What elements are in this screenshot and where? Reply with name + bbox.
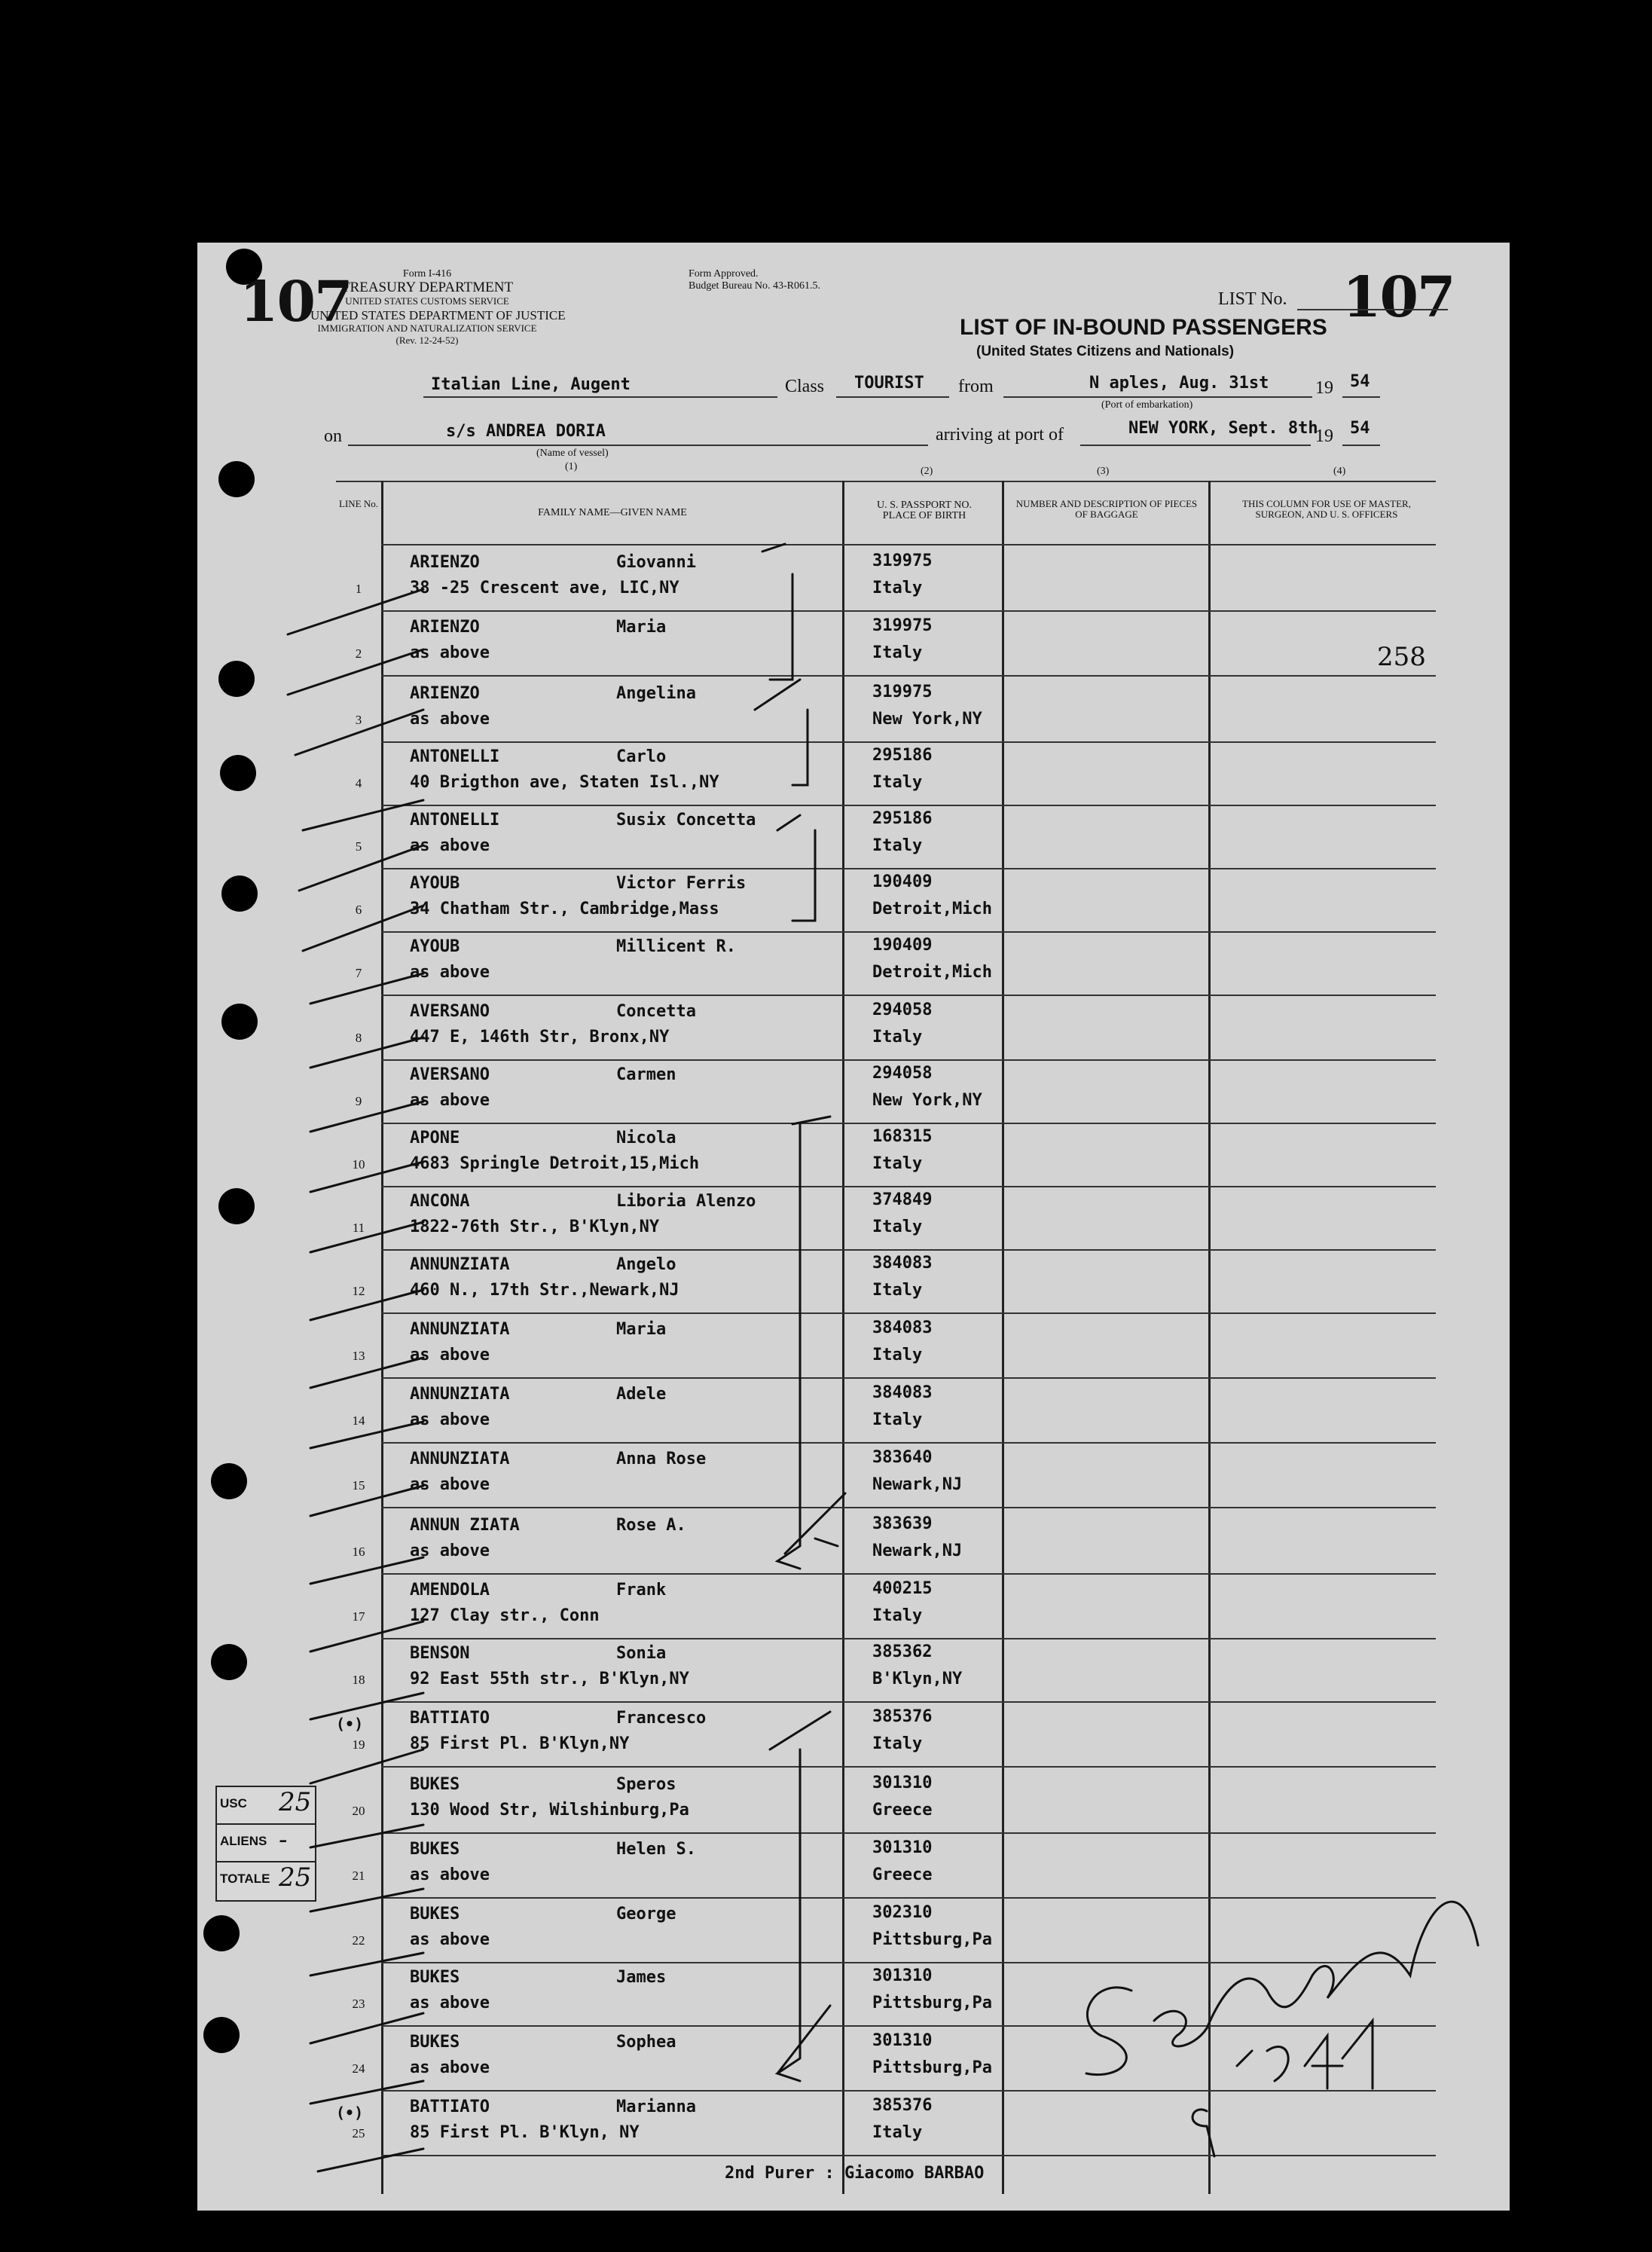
place-of-birth: Italy <box>872 1734 923 1753</box>
header-officers: THIS COLUMN FOR USE OF MASTER, SURGEON, AND U. S. OFFICERS <box>1242 498 1411 520</box>
passport-number: 190409 <box>872 872 933 891</box>
family-name: BUKES <box>410 1968 460 1987</box>
stamp-total-value: 25 <box>279 1862 312 1893</box>
header-passport: U. S. PASSPORT NO. PLACE OF BIRTH <box>877 500 972 521</box>
address: 85 First Pl. B'Klyn, NY <box>410 2123 640 2142</box>
row-divider <box>381 1186 1436 1187</box>
header-baggage: NUMBER AND DESCRIPTION OF PIECES OF BAGGAGE <box>1015 498 1198 520</box>
place-of-birth: Pittsburg,Pa <box>872 2058 992 2077</box>
row-divider <box>381 868 1436 869</box>
from-value: N aples, Aug. 31st <box>1089 374 1269 393</box>
vessel-name: s/s ANDREA DORIA <box>446 422 606 441</box>
line-number: 15 <box>352 1478 365 1493</box>
punch-hole <box>218 1188 255 1224</box>
place-of-birth: Italy <box>872 773 923 792</box>
given-name: Concetta <box>616 1002 696 1021</box>
year-prefix-1: 19 <box>1315 378 1333 398</box>
arrival-value: NEW YORK, Sept. 8th <box>1128 419 1318 438</box>
check-mark <box>310 2013 423 2043</box>
purser-footer: 2nd Purer : Giacomo BARBAO <box>725 2164 985 2183</box>
row-mark: (•) <box>336 1715 364 1733</box>
place-of-birth: Newark,NJ <box>872 1475 963 1494</box>
line-number: 21 <box>352 1869 365 1883</box>
family-name: ANTONELLI <box>410 811 500 830</box>
list-title: LIST OF IN-BOUND PASSENGERS <box>960 315 1327 340</box>
port-embarkation-note: (Port of embarkation) <box>1101 399 1193 411</box>
passport-number: 384083 <box>872 1319 933 1337</box>
family-bracket <box>777 2006 830 2073</box>
family-name: ANNUNZIATA <box>410 1385 510 1404</box>
row-mark: (•) <box>336 2104 364 2122</box>
list-no-line <box>1297 309 1448 310</box>
address: 447 E, 146th Str, Bronx,NY <box>410 1028 670 1047</box>
passport-number: 400215 <box>872 1579 933 1598</box>
address: as above <box>410 1410 490 1429</box>
family-name: ANNUNZIATA <box>410 1320 510 1339</box>
family-name: BATTIATO <box>410 2098 490 2116</box>
punch-hole <box>221 875 258 912</box>
place-of-birth: Greece <box>872 1865 933 1884</box>
stamp-usc-label: USC <box>220 1796 247 1810</box>
family-name: ANNUN ZIATA <box>410 1516 520 1535</box>
row-divider <box>381 1442 1436 1444</box>
address: as above <box>410 963 490 982</box>
address: as above <box>410 1994 490 2012</box>
address: as above <box>410 1542 490 1560</box>
given-name: Speros <box>616 1775 676 1794</box>
passport-number: 383639 <box>872 1514 933 1533</box>
line-number: 17 <box>352 1609 365 1624</box>
place-of-birth: Italy <box>872 579 923 597</box>
handwritten-marks <box>197 243 1510 2211</box>
place-of-birth: Detroit,Mich <box>872 963 992 982</box>
line-number: 4 <box>355 776 362 790</box>
address: as above <box>410 1091 490 1110</box>
check-mark <box>310 1621 423 1652</box>
stamp-aliens-label: ALIENS <box>220 1834 267 1848</box>
check-mark <box>310 1953 423 1975</box>
line-number: 20 <box>352 1804 365 1818</box>
passport-number: 301310 <box>872 1838 933 1857</box>
revision-date: (Rev. 12-24-52) <box>395 335 459 346</box>
family-name: BENSON <box>410 1644 470 1663</box>
given-name: Millicent R. <box>616 937 736 956</box>
agent-name: Italian Line, Augent <box>431 375 631 394</box>
passport-number: 374849 <box>872 1190 933 1209</box>
check-mark <box>310 1693 423 1719</box>
stamp-total-label: TOTALE <box>220 1872 270 1886</box>
list-subtitle: (United States Citizens and Nationals) <box>976 344 1235 359</box>
line-number: 10 <box>352 1157 365 1172</box>
passport-number: 385362 <box>872 1642 933 1661</box>
family-name: BUKES <box>410 1775 460 1794</box>
family-name: ARIENZO <box>410 684 480 703</box>
row-divider <box>381 1638 1436 1639</box>
punch-hole <box>218 461 255 497</box>
family-name: AMENDOLA <box>410 1581 490 1600</box>
arriving-label: arriving at port of <box>936 425 1064 445</box>
place-of-birth: Detroit,Mich <box>872 900 992 918</box>
address: 40 Brigthon ave, Staten Isl.,NY <box>410 773 719 792</box>
given-name: George <box>616 1905 676 1924</box>
col-border <box>1002 481 1004 2194</box>
table-top-border <box>336 481 1436 482</box>
passport-number: 384083 <box>872 1383 933 1402</box>
given-name: Carmen <box>616 1065 676 1084</box>
col-3-number: (3) <box>1097 466 1110 477</box>
family-bracket <box>755 680 808 785</box>
given-name: Giovanni <box>616 553 696 572</box>
address: as above <box>410 1865 490 1884</box>
manifest-page <box>197 243 1510 2211</box>
form-number: Form I-416 <box>402 268 452 280</box>
given-name: Rose A. <box>616 1516 686 1535</box>
passport-number: 385376 <box>872 2096 933 2115</box>
family-name: ANTONELLI <box>410 747 500 766</box>
row-divider <box>381 1573 1436 1575</box>
line-number: 5 <box>355 839 362 854</box>
punch-hole <box>203 2017 240 2053</box>
col-4-number: (4) <box>1333 466 1346 477</box>
line-number: 22 <box>352 1933 365 1948</box>
punch-hole <box>211 1644 247 1680</box>
given-name: Francesco <box>616 1709 707 1728</box>
family-name: AVERSANO <box>410 1002 490 1021</box>
header-line-no: LINE No. <box>339 498 378 509</box>
given-name: Angelo <box>616 1255 676 1274</box>
class-value: TOURIST <box>854 374 924 393</box>
check-mark <box>310 1889 423 1911</box>
col-1-number: (1) <box>565 461 578 472</box>
line-number: 18 <box>352 1673 365 1687</box>
passport-number: 384083 <box>872 1254 933 1273</box>
passport-number: 301310 <box>872 1774 933 1792</box>
address: as above <box>410 1475 490 1494</box>
given-name: Carlo <box>616 747 667 766</box>
stamp-aliens-value: - <box>279 1825 288 1855</box>
passport-number: 190409 <box>872 936 933 955</box>
given-name: Adele <box>616 1385 667 1404</box>
place-of-birth: Italy <box>872 1218 923 1236</box>
stamp-usc-value: 25 <box>279 1787 312 1817</box>
row-divider <box>381 1123 1436 1124</box>
row-divider <box>381 675 1436 677</box>
given-name: Maria <box>616 618 667 637</box>
list-no-label: LIST No. <box>1218 289 1287 309</box>
passport-number: 295186 <box>872 809 933 828</box>
line-number: 16 <box>352 1545 365 1559</box>
given-name: Marianna <box>616 2098 696 2116</box>
passport-number: 319975 <box>872 552 933 570</box>
address: 130 Wood Str, Wilshinburg,Pa <box>410 1801 689 1820</box>
address: 34 Chatham Str., Cambridge,Mass <box>410 900 719 918</box>
address: 92 East 55th str., B'Klyn,NY <box>410 1670 689 1688</box>
budget-bureau: Budget Bureau No. 43-R061.5. <box>689 280 820 292</box>
given-name: Anna Rose <box>616 1450 707 1468</box>
given-name: Sonia <box>616 1644 667 1663</box>
place-of-birth: Italy <box>872 1154 923 1173</box>
place-of-birth: Pittsburg,Pa <box>872 1994 992 2012</box>
year-line-2 <box>1342 445 1380 446</box>
address: as above <box>410 710 490 729</box>
line-number: 1 <box>355 582 362 596</box>
row-divider <box>381 1701 1436 1703</box>
row-divider <box>381 610 1436 612</box>
family-name: ANNUNZIATA <box>410 1450 510 1468</box>
on-label: on <box>324 426 342 446</box>
place-of-birth: Italy <box>872 836 923 855</box>
year-line-1 <box>1342 396 1380 398</box>
punch-hole <box>203 1915 240 1951</box>
row-divider <box>381 1059 1436 1061</box>
line-number: 8 <box>355 1031 362 1045</box>
check-mark <box>310 1557 423 1584</box>
family-name: APONE <box>410 1129 460 1147</box>
place-of-birth: Italy <box>872 1410 923 1429</box>
stamp-usc-box <box>215 1786 316 1826</box>
address: 38 -25 Crescent ave, LIC,NY <box>410 579 679 597</box>
passport-number: 301310 <box>872 1966 933 1985</box>
treasury-department: TREASURY DEPARTMENT <box>340 280 514 295</box>
given-name: Maria <box>616 1320 667 1339</box>
line-number: 3 <box>355 713 362 727</box>
place-of-birth: New York,NY <box>872 710 982 729</box>
list-number-left: 107 <box>240 270 352 335</box>
place-of-birth: Newark,NJ <box>872 1542 963 1560</box>
given-name: Susix Concetta <box>616 811 756 830</box>
line-number: 14 <box>352 1413 365 1428</box>
family-name: AYOUB <box>410 874 460 893</box>
line-number: 11 <box>352 1221 365 1235</box>
punch-hole <box>218 661 255 697</box>
family-bracket <box>777 1117 830 1569</box>
signature-scribble <box>1086 1902 1478 2156</box>
address: as above <box>410 1930 490 1949</box>
line-number: 7 <box>355 966 362 980</box>
year-1: 54 <box>1350 372 1370 391</box>
passport-number: 168315 <box>872 1127 933 1146</box>
address: as above <box>410 643 490 662</box>
line-number: 13 <box>352 1349 365 1363</box>
vessel-note: (Name of vessel) <box>536 448 609 459</box>
address: 127 Clay str., Conn <box>410 1606 600 1625</box>
place-of-birth: Italy <box>872 1028 923 1047</box>
annotation-258: 258 <box>1377 642 1426 672</box>
arrival-line <box>1080 445 1311 446</box>
vessel-line <box>348 445 928 446</box>
passport-number: 319975 <box>872 616 933 635</box>
check-mark <box>310 1825 423 1847</box>
row-divider <box>381 1962 1436 1963</box>
col-border <box>381 481 383 2194</box>
place-of-birth: Italy <box>872 2123 923 2142</box>
line-number: 12 <box>352 1284 365 1298</box>
customs-service: UNITED STATES CUSTOMS SERVICE <box>345 295 509 307</box>
place-of-birth: Italy <box>872 1606 923 1625</box>
given-name: Angelina <box>616 684 696 703</box>
address: 1822-76th Str., B'Klyn,NY <box>410 1218 660 1236</box>
row-divider <box>381 2025 1436 2027</box>
row-divider <box>381 1377 1436 1379</box>
place-of-birth: Pittsburg,Pa <box>872 1930 992 1949</box>
address: as above <box>410 1346 490 1364</box>
year-2: 54 <box>1350 419 1370 438</box>
form-approved: Form Approved. <box>689 268 759 280</box>
address: as above <box>410 836 490 855</box>
row-divider <box>381 995 1436 996</box>
col-border <box>842 481 844 2194</box>
passport-number: 295186 <box>872 746 933 765</box>
line-number: 19 <box>352 1737 365 1752</box>
place-of-birth: Italy <box>872 1281 923 1300</box>
row-divider <box>381 741 1436 743</box>
family-name: AVERSANO <box>410 1065 490 1084</box>
header-bottom-border <box>381 544 1436 545</box>
family-name: BATTIATO <box>410 1709 490 1728</box>
family-name: AYOUB <box>410 937 460 956</box>
from-label: from <box>958 377 994 396</box>
passport-number: 294058 <box>872 1001 933 1019</box>
given-name: Victor Ferris <box>616 874 747 893</box>
col-2-number: (2) <box>921 466 933 477</box>
department-of-justice: UNITED STATES DEPARTMENT OF JUSTICE <box>310 308 566 322</box>
row-divider <box>381 931 1436 933</box>
row-divider <box>381 1249 1436 1251</box>
family-bracket <box>762 544 792 680</box>
place-of-birth: B'Klyn,NY <box>872 1670 963 1688</box>
place-of-birth: Italy <box>872 1346 923 1364</box>
row-divider <box>381 805 1436 806</box>
family-name: ANNUNZIATA <box>410 1255 510 1274</box>
row-divider <box>381 1766 1436 1768</box>
line-number: 2 <box>355 646 362 661</box>
line-number: 9 <box>355 1094 362 1108</box>
address: as above <box>410 2058 490 2077</box>
row-divider <box>381 1897 1436 1899</box>
family-bracket <box>785 1493 845 1554</box>
place-of-birth: Greece <box>872 1801 933 1820</box>
line-number: 25 <box>352 2126 365 2140</box>
passport-number: 294058 <box>872 1064 933 1083</box>
row-divider <box>381 2155 1436 2156</box>
passport-number: 301310 <box>872 2031 933 2050</box>
check-mark <box>318 2149 423 2171</box>
from-line <box>1003 396 1312 398</box>
address: 4683 Springle Detroit,15,Mich <box>410 1154 700 1173</box>
line-number: 6 <box>355 903 362 917</box>
given-name: Nicola <box>616 1129 676 1147</box>
row-divider <box>381 1832 1436 1834</box>
row-divider <box>381 1507 1436 1508</box>
passport-number: 383640 <box>872 1448 933 1467</box>
stamp-total-box <box>215 1861 316 1902</box>
check-mark <box>310 2081 423 2104</box>
class-line <box>836 396 949 398</box>
line-number: 23 <box>352 1997 365 2011</box>
family-name: ANCONA <box>410 1192 470 1211</box>
agent-line <box>423 396 777 398</box>
row-divider <box>381 2090 1436 2092</box>
given-name: James <box>616 1968 667 1987</box>
passport-number: 302310 <box>872 1903 933 1922</box>
given-name: Helen S. <box>616 1840 696 1859</box>
punch-hole <box>220 755 256 791</box>
passport-number: 319975 <box>872 683 933 701</box>
place-of-birth: Italy <box>872 643 923 662</box>
line-number: 24 <box>352 2061 365 2076</box>
given-name: Sophea <box>616 2033 676 2052</box>
year-prefix-2: 19 <box>1315 426 1333 446</box>
address: 85 First Pl. B'Klyn,NY <box>410 1734 630 1753</box>
passport-number: 385376 <box>872 1707 933 1726</box>
row-divider <box>381 1312 1436 1314</box>
list-number-right: 107 <box>1342 265 1455 330</box>
punch-hole <box>211 1463 247 1499</box>
given-name: Liboria Alenzo <box>616 1192 756 1211</box>
header-family-given: FAMILY NAME—GIVEN NAME <box>538 507 687 518</box>
family-name: ARIENZO <box>410 618 480 637</box>
given-name: Frank <box>616 1581 667 1600</box>
family-name: ARIENZO <box>410 553 480 572</box>
immigration-service: IMMIGRATION AND NATURALIZATION SERVICE <box>317 322 537 334</box>
family-name: BUKES <box>410 1905 460 1924</box>
address: 460 N., 17th Str.,Newark,NJ <box>410 1281 679 1300</box>
family-name: BUKES <box>410 2033 460 2052</box>
col-border <box>1208 481 1211 2194</box>
family-name: BUKES <box>410 1840 460 1859</box>
class-label: Class <box>785 377 825 396</box>
punch-hole <box>221 1004 258 1040</box>
place-of-birth: New York,NY <box>872 1091 982 1110</box>
stamp-aliens-box <box>215 1823 316 1864</box>
